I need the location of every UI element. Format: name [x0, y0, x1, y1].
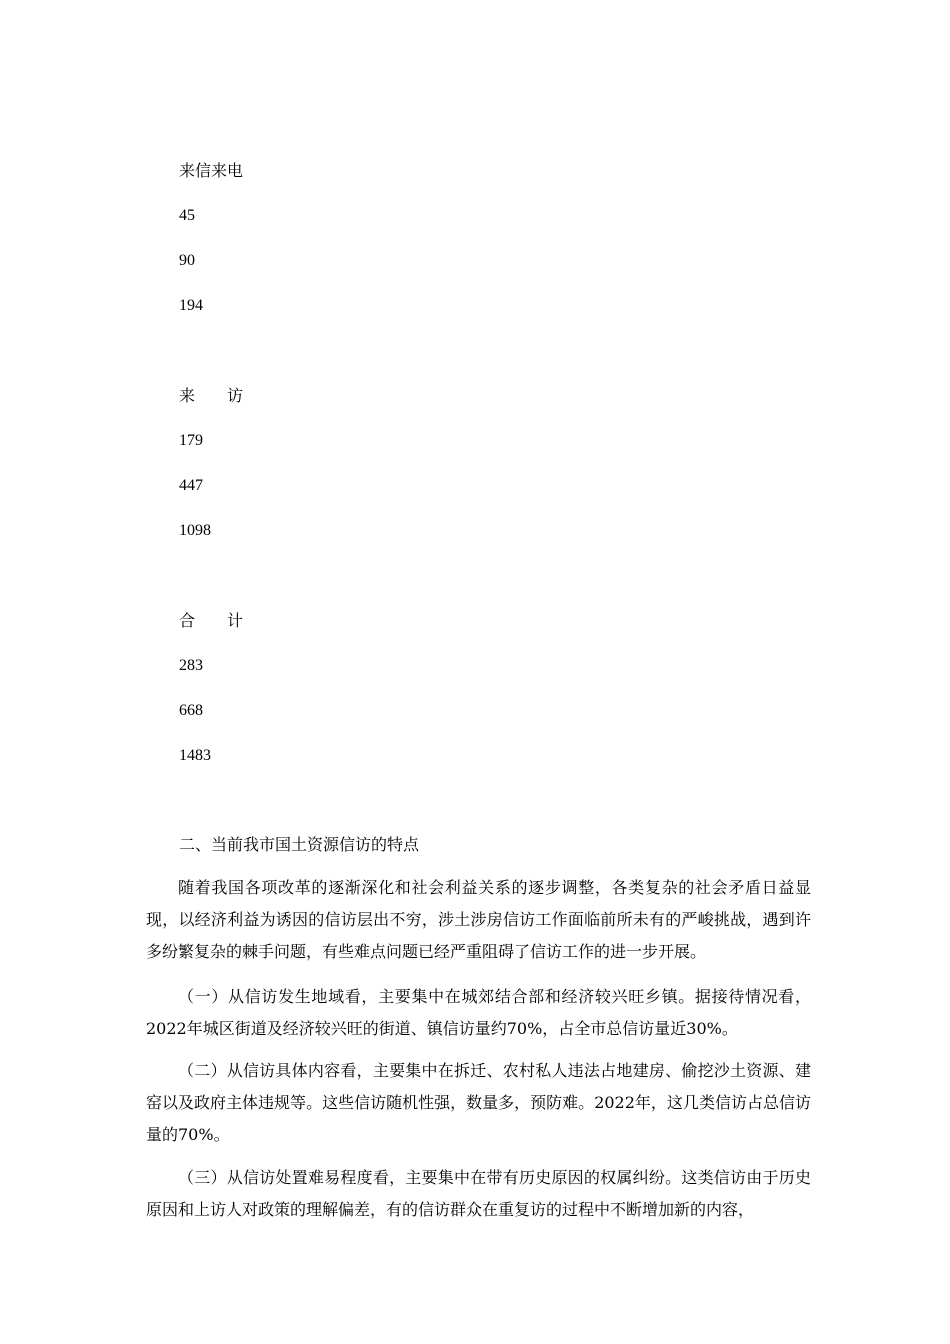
group-value: 1483	[179, 747, 211, 764]
section-heading: 二、当前我市国土资源信访的特点	[179, 835, 420, 854]
group-value: 1098	[179, 522, 211, 539]
group-label-letters-calls: 来信来电	[179, 161, 244, 180]
intro-paragraph: 随着我国各项改革的逐渐深化和社会利益关系的逐步调整，各类复杂的社会矛盾日益显现，以经济利益为诱因的信访层出不穷，涉土涉房信访工作面临前所未有的严峻挑战，遇到许多纷繁复杂的棘手问题，有些难点问题已经严重阻碍了信访工作的进一步开展。	[146, 878, 811, 961]
item-paragraph-3: （三）从信访处置难易程度看，主要集中在带有历史原因的权属纠纷。这类信访由于历史原因和上访人对政策的理解偏差，有的信访群众在重复访的过程中不断增加新的内容，	[146, 1168, 811, 1219]
group-value: 283	[179, 657, 203, 674]
group-label-total: 合 计	[179, 611, 244, 630]
group-value: 668	[179, 702, 203, 719]
group-value: 179	[179, 432, 203, 449]
group-value: 447	[179, 477, 203, 494]
group-value: 45	[179, 207, 195, 224]
group-label-visits: 来 访	[179, 386, 244, 405]
group-value: 194	[179, 297, 203, 314]
item-paragraph-2: （二）从信访具体内容看，主要集中在拆迁、农村私人违法占地建房、偷挖沙土资源、建窑以及政府主体违规等。这些信访随机性强，数量多，预防难。2022年，这几类信访占总信访量的70%。	[146, 1061, 811, 1144]
item-paragraph-1: （一）从信访发生地域看，主要集中在城郊结合部和经济较兴旺乡镇。据接待情况看，2022年城区街道及经济较兴旺的街道、镇信访量约70%，占全市总信访量近30%。	[146, 987, 811, 1038]
group-value: 90	[179, 252, 195, 269]
